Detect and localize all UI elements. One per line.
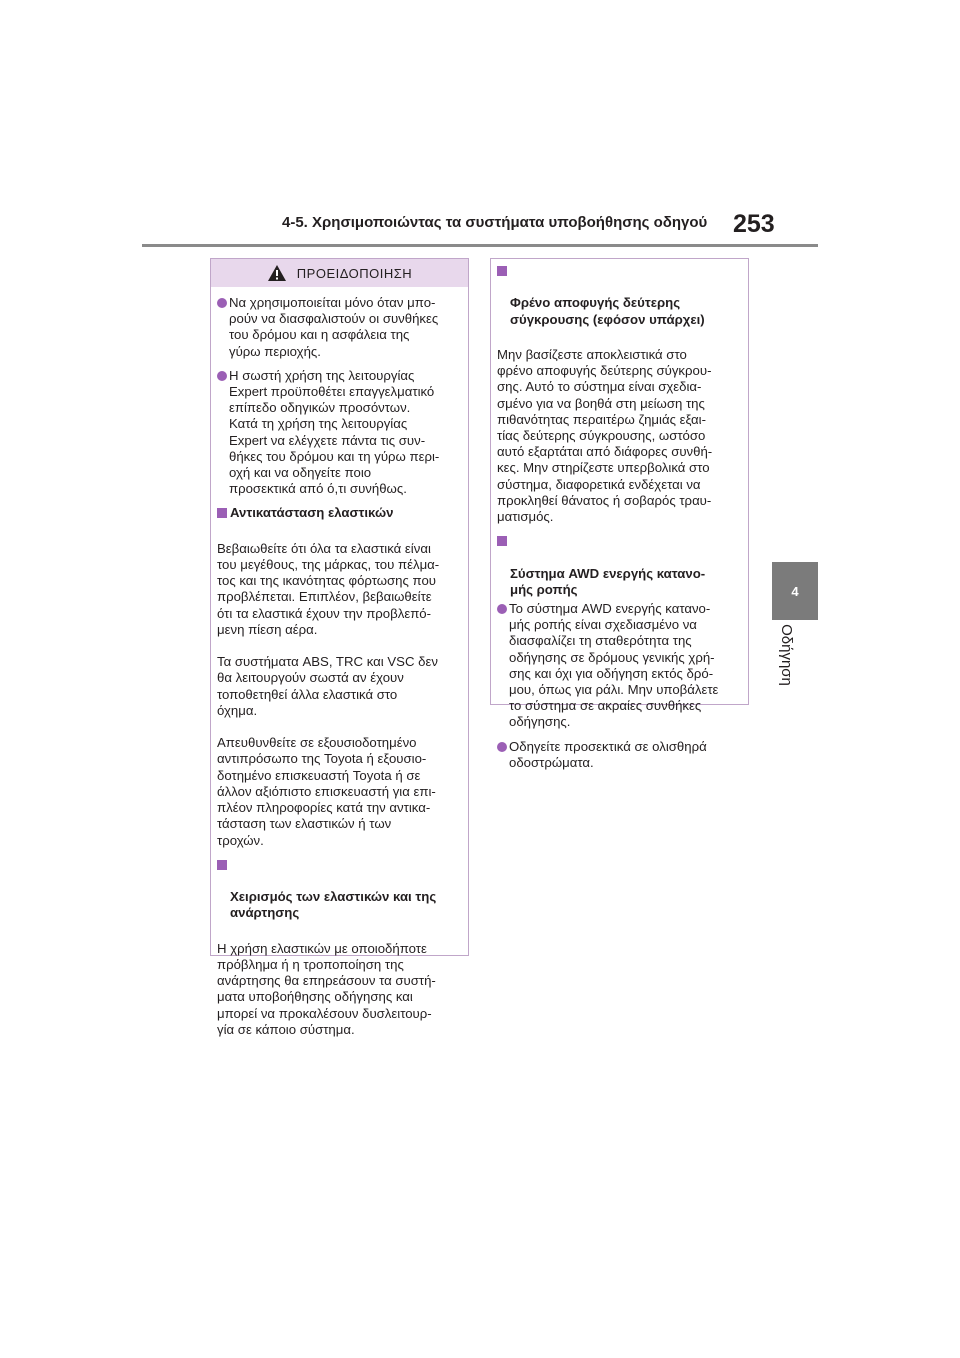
square-bullet-icon xyxy=(217,508,227,518)
suspension-text: Η χρήση ελαστικών με οποιοδήποτε πρόβλημα ή η τροποποίηση της ανάρτησης θα επηρεάσουν τα συστή- ματα υποβοήθησης οδήγησης και μπορεί να προκαλέσουν δυσλειτουρ- γία σε κάποιο σύστημα. xyxy=(217,940,436,1037)
bullet-dot-icon xyxy=(217,371,227,381)
chapter-tab[interactable] xyxy=(772,562,818,620)
brake-paragraph xyxy=(497,331,738,525)
header-divider xyxy=(142,244,818,247)
bullet-text: Να χρησιμοποιείται μόνο όταν μπο- ρούν να διασφαλιστούν οι συνθήκες του δρόμου και η ασφάλεια της γύρω περιοχής. xyxy=(229,295,439,359)
bullet-dot-icon xyxy=(497,742,507,752)
tire-text-1: Βεβαιωθείτε ότι όλα τα ελαστικά είναι του μεγέθους, της μάρκας, του πέλμα- τος και της ικανότητας φόρτωσης που προβλέπεται. Επιπλέον, βεβαιωθείτε ότι τα ελαστικά έχουν την προβλεπό- μενη πίεση αέρα. xyxy=(217,540,440,637)
tire-text-3: Απευθυνθείτε σε εξουσιοδοτημένο αντιπρόσωπο της Toyota ή εξουσιο- δοτημένο επισκευαστή Toyota ή σε άλλον αξιόπιστο επισκευαστή για επι- πλέον πληροφορίες κατά την αντικα- τάσταση των ελαστικών ή των τροχών. xyxy=(217,735,436,848)
warning-body xyxy=(211,287,468,1038)
warning-title: ΠΡΟΕΙΔΟΠΟΙΗΣΗ xyxy=(296,265,413,281)
warning-header xyxy=(211,259,468,287)
bullet-text: Το σύστημα AWD ενεργής κατανο- μής ροπής είναι σχεδιασμένο να διασφαλίζει τη σταθερότητα της οδήγησης σε δρόμους γενικής χρή- σης και όχι για οδήγηση εκτός δρό- μου, όπως για ράλι. Μην υποβάλετε το σύστημα σε ακραίες συνθήκες οδήγησης. xyxy=(509,601,719,730)
chapter-label: Οδήγηση xyxy=(778,624,795,686)
square-bullet-icon xyxy=(497,266,507,276)
tire-text-2: Τα συστήματα ABS, TRC και VSC δεν θα λειτουργούν σωστά αν έχουν τοποθετηθεί άλλα ελαστικά στο όχημα. xyxy=(217,654,438,718)
tire-paragraph xyxy=(217,525,458,638)
square-bullet-icon xyxy=(497,536,507,546)
section-title: 4-5. Χρησιμοποιώντας τα συστήματα υποβοήθησης οδηγού xyxy=(282,214,708,231)
warning-triangle-icon xyxy=(267,264,287,282)
heading-text: Χειρισμός των ελαστικών και της ανάρτησης xyxy=(230,889,437,921)
tire-paragraph xyxy=(217,719,458,849)
heading-text: Φρένο αποφυγής δεύτερης σύγκρουσης (εφόσον υπάρχει) xyxy=(510,295,705,327)
list-item xyxy=(497,739,738,771)
awd-heading xyxy=(497,533,738,598)
heading-text: Σύστημα AWD ενεργής κατανο- μής ροπής xyxy=(510,565,706,597)
bullet-dot-icon xyxy=(497,604,507,614)
right-column-box xyxy=(490,258,749,770)
bullet-dot-icon xyxy=(217,298,227,308)
brake-heading xyxy=(497,263,738,328)
tire-paragraph xyxy=(217,638,458,719)
suspension-heading xyxy=(217,857,458,922)
heading-text: Αντικατάσταση ελαστικών xyxy=(230,505,394,521)
page-number: 253 xyxy=(733,210,775,238)
bullet-text: Οδηγείτε προσεκτικά σε ολισθηρά οδοστρώματα. xyxy=(509,738,707,770)
list-item xyxy=(217,368,458,498)
bullet-text: Η σωστή χρήση της λειτουργίας Expert προϋποθέτει επαγγελματικό επίπεδο οδηγικών προσόντων. Κατά τη χρήση της λειτουργίας Expert να ελέγχετε πάντα τις συν- θήκες του δρόμου και τη γύρω περι- οχή και να οδηγείτε ποιο προσεκτικά από ό,τι συνήθως. xyxy=(229,367,440,497)
tire-replacement-heading xyxy=(217,505,458,521)
list-item xyxy=(217,295,458,360)
square-bullet-icon xyxy=(217,860,227,870)
list-item xyxy=(497,601,738,731)
chapter-number: 4 xyxy=(791,583,799,599)
suspension-paragraph xyxy=(217,925,458,1038)
brake-text: Μην βασίζεστε αποκλειστικά στο φρένο αποφυγής δεύτερης σύγκρου- σης. Αυτό το σύστημα είναι σχεδια- σμένο για να βοηθά στη μείωση της πιθανότητας περαιτέρω ζημιάς εξαι- τίας δεύτερης σύγκρουσης, ωστόσο αυτό εξαρτάται από διάφορες συνθή- κες. Μην στηρίζεστε υπερβολικά στο σύστημα, διαφορετικά ενδέχεται να προκληθεί θάνατος ή σοβαρός τραυ- ματισμός. xyxy=(497,347,713,525)
warning-box xyxy=(210,258,469,1037)
